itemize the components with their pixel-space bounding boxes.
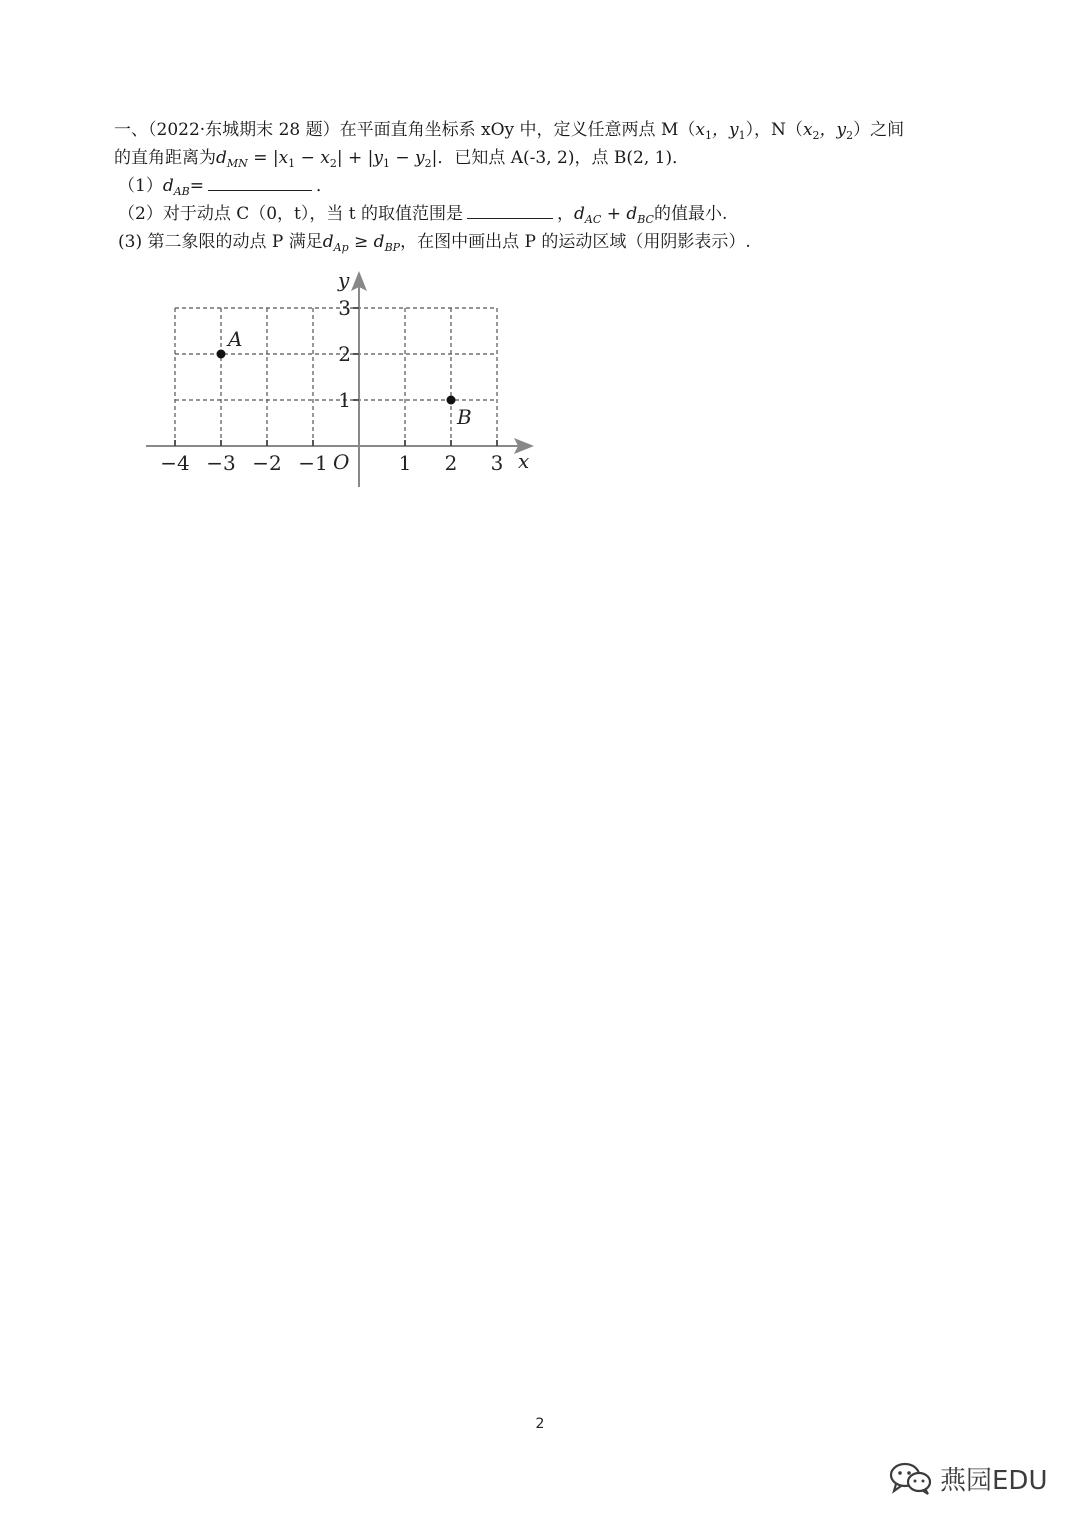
x-axis-label: x bbox=[518, 449, 530, 473]
question-1-label: （1） bbox=[118, 176, 163, 196]
point-a-label: A bbox=[228, 327, 243, 351]
watermark bbox=[888, 1458, 1047, 1498]
point-a-dot bbox=[217, 350, 226, 359]
answer-blank-2 bbox=[467, 202, 553, 219]
y-tick-label: 2 bbox=[338, 342, 351, 366]
question-3 bbox=[118, 228, 974, 256]
math-x2y2: $x_2$，$y_2$ bbox=[802, 120, 854, 142]
coordinate-graph bbox=[140, 265, 540, 495]
x-tick-label: −1 bbox=[298, 451, 328, 475]
y-tick-label: 1 bbox=[338, 388, 351, 412]
y-tick-label: 3 bbox=[338, 296, 351, 320]
origin-label: O bbox=[333, 450, 350, 474]
question-2-tail: 的值最小. bbox=[653, 204, 728, 224]
wechat-icon bbox=[888, 1460, 934, 1496]
math-dab: $d_{AB}=$ bbox=[162, 176, 204, 198]
math-dac-dbc: $d_{AC} + d_{BC}$ bbox=[574, 204, 654, 226]
question-1 bbox=[118, 172, 974, 200]
x-tick-label: −2 bbox=[252, 451, 282, 475]
question-2-text: （2）对于动点 C（0，t），当 t 的取值范围是 bbox=[118, 204, 464, 224]
problem-line1-end: ）之间 bbox=[853, 120, 905, 140]
axis-ticks bbox=[175, 308, 497, 446]
math-x1y1: $x_1$，$y_1$ bbox=[695, 120, 746, 142]
x-tick-label: 2 bbox=[444, 451, 458, 475]
problem-text bbox=[114, 116, 974, 256]
page-number: 2 bbox=[535, 1416, 545, 1432]
known-points-text: ．已知点 A(-3, 2)，点 B(2, 1)． bbox=[437, 148, 690, 168]
y-axis-label: y bbox=[338, 268, 350, 292]
problem-intro: 一、（2022·东城期末 28 题）在平面直角坐标系 xOy 中，定义任意两点 M（ bbox=[114, 120, 696, 140]
question-1-tail: ． bbox=[316, 176, 333, 196]
math-dap-ge-dbp: $d_{Ap} \ge d_{BP}$ bbox=[322, 232, 401, 254]
dashed-grid bbox=[175, 308, 497, 446]
point-b-dot bbox=[447, 396, 456, 405]
x-tick-label: 1 bbox=[398, 451, 412, 475]
question-2 bbox=[118, 200, 974, 228]
question-2-sep: ， bbox=[557, 204, 575, 224]
distance-formula: $d_{MN} = |x_1 - x_2| + |y_1 - y_2|$ bbox=[216, 148, 438, 170]
answer-blank-1 bbox=[208, 174, 312, 191]
point-b-label: B bbox=[457, 405, 472, 429]
x-tick-label: −4 bbox=[160, 451, 190, 475]
x-tick-label: −3 bbox=[206, 451, 236, 475]
axis-tick-labels bbox=[160, 296, 503, 475]
problem-line-1 bbox=[114, 116, 974, 144]
question-3-tail: ，在图中画出点 P 的运动区域（用阴影表示）. bbox=[400, 232, 751, 252]
problem-line1-mid: ），N（ bbox=[745, 120, 803, 140]
question-3-text: (3) 第二象限的动点 P 满足 bbox=[118, 232, 323, 252]
definition-text: 的直角距离为 bbox=[114, 148, 216, 168]
x-tick-label: 3 bbox=[490, 451, 504, 475]
watermark-text: 燕园EDU bbox=[940, 1465, 1048, 1496]
